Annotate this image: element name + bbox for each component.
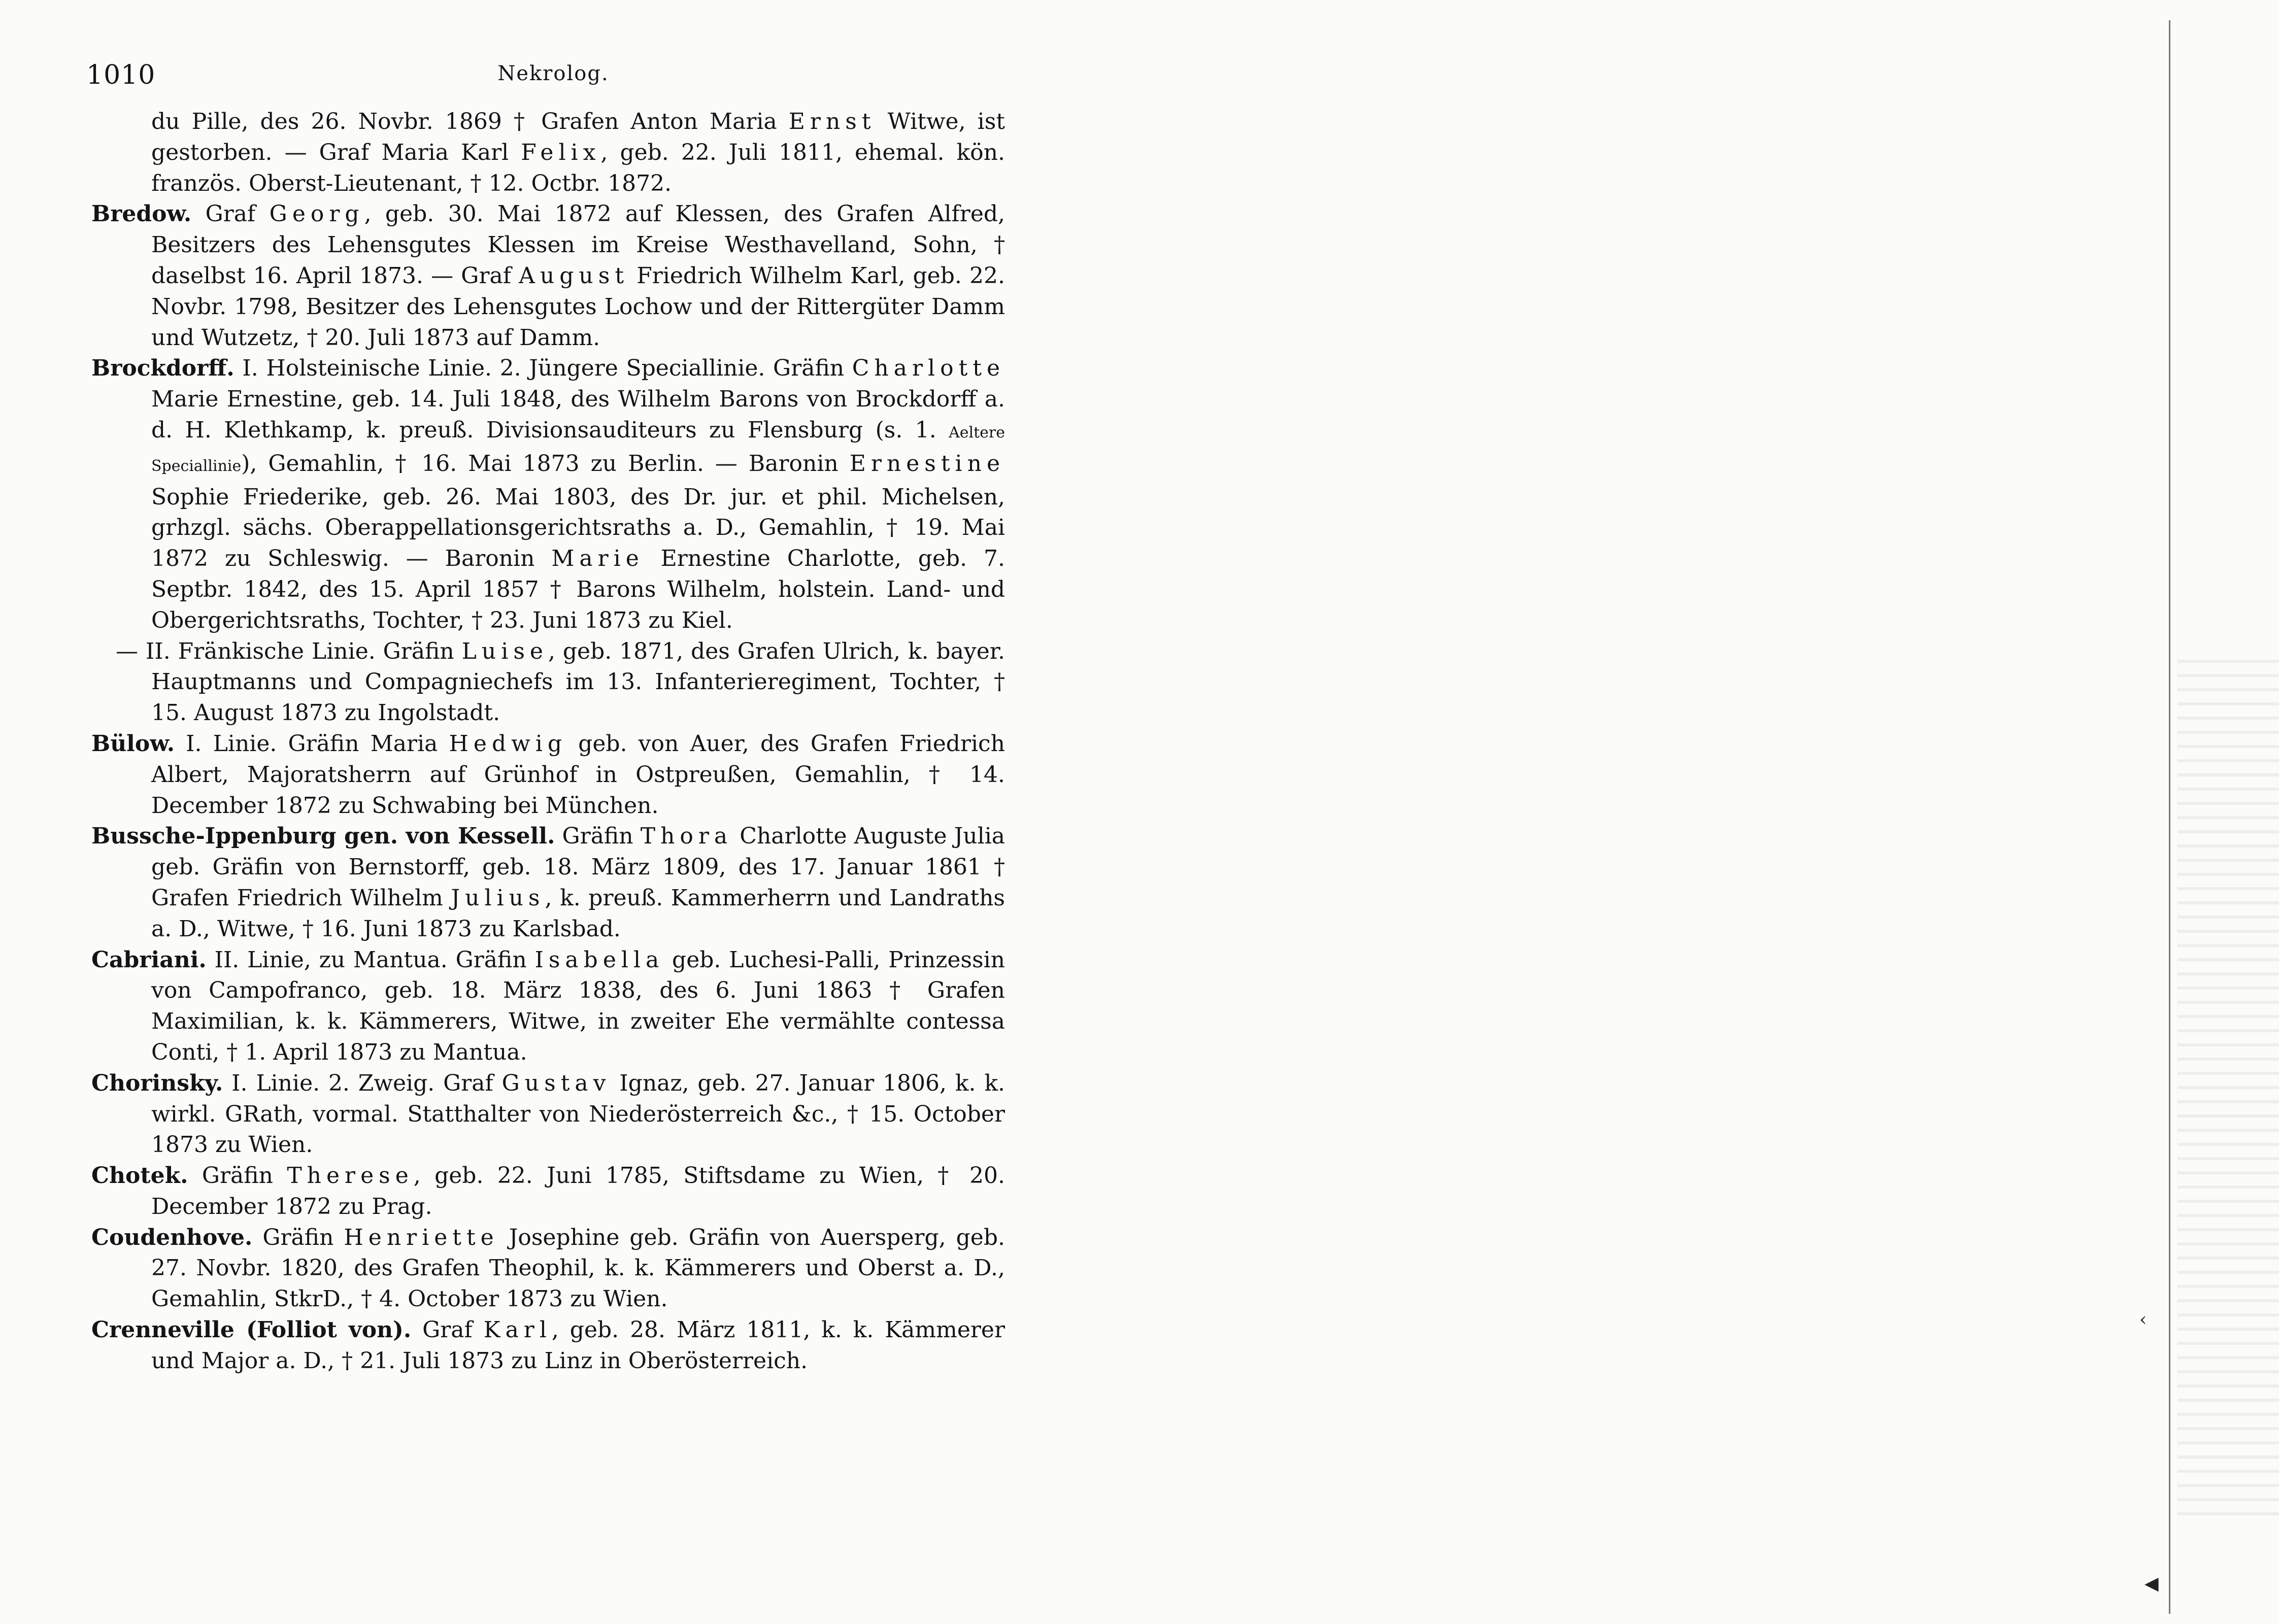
spaced-name: August xyxy=(519,262,629,289)
text-run: du Pille, des 26. Novbr. 1869 † Grafen Anton Maria xyxy=(151,109,789,134)
text-run: Josephine geb. Gräfin von Auersperg, geb. 27. Novbr. 1820, des Grafen Theophil, k. k. Kämmerers und Oberst a. D., Gemahlin, StkrD., † 4. October 1873 zu Wien. xyxy=(151,1224,1005,1312)
family-headword: Bredow. xyxy=(91,201,192,227)
text-run: , geb. 1871, des Grafen Ulrich, k. bayer. Hauptmanns und Compagniechefs im 13. Infanterieregiment, Tochter, † 15. August 1873 zu Ingolstadt. xyxy=(151,638,1005,726)
small-print: Aeltere Speciallinie xyxy=(151,423,1005,475)
entry-cabriani xyxy=(91,945,1005,1068)
spaced-name: Ernestine xyxy=(849,450,1005,477)
family-headword: Chotek. xyxy=(91,1163,188,1189)
family-headword: Coudenhove. xyxy=(91,1224,253,1250)
arrow-left-icon: ◀ xyxy=(2144,1573,2159,1594)
text-run: Charlotte Auguste Julia geb. Gräfin von Bernstorff, geb. 18. März 1809, des 17. Januar 1861 † Grafen Friedrich Wilhelm xyxy=(151,823,1005,911)
text-run: I. Linie. Gräfin Maria xyxy=(175,730,449,757)
text-run: , geb. 28. März 1811, k. k. Kämmerer und Major a. D., † 21. Juli 1873 zu Linz in Oberösterreich. xyxy=(151,1317,1005,1374)
text-run: Gräfin xyxy=(555,823,641,850)
binding-edge-line xyxy=(2169,20,2170,1614)
spaced-name: Luise xyxy=(461,638,548,664)
spaced-name: Georg xyxy=(269,201,364,227)
text-run: Gräfin xyxy=(188,1163,287,1189)
family-headword: Bülow. xyxy=(91,730,175,757)
family-headword: Brockdorff. xyxy=(91,355,234,382)
text-run: — II. Fränkische Linie. Gräfin xyxy=(116,638,462,664)
text-run: Friedrich Wilhelm Karl, geb. 22. Novbr. 1798, Besitzer des Lehensgutes Lochow und der Rittergüter Damm und Wutzetz, † 20. Juli 1873 auf Damm. xyxy=(151,262,1005,351)
text-run: II. Linie, zu Mantua. Gräfin xyxy=(206,946,535,973)
text-run: Graf xyxy=(411,1317,484,1343)
spaced-name: Marie xyxy=(551,546,644,572)
running-title: Nekrolog. xyxy=(497,62,609,85)
spaced-name: Gustav xyxy=(501,1070,611,1096)
text-run: , geb. 30. Mai 1872 auf Klessen, des Grafen Alfred, Besitzers des Lehensgutes Klessen im Kreise Westhavelland, Sohn, † daselbst 16. April 1873. — Graf xyxy=(151,201,1006,289)
entry-bredow xyxy=(91,199,1005,353)
text-run: I. Linie. 2. Zweig. Graf xyxy=(223,1070,502,1096)
entry-continuation xyxy=(91,107,1005,199)
text-run: , geb. 22. Juli 1811, ehemal. kön. französ. Oberst-Lieutenant, † 12. Octbr. 1872. xyxy=(151,139,1005,196)
family-headword: Cabriani. xyxy=(91,946,207,973)
spaced-name: Hedwig xyxy=(449,730,567,757)
spaced-name: Therese xyxy=(287,1163,414,1189)
bleed-through-texture xyxy=(2177,660,2279,1522)
entry-bussche xyxy=(91,821,1005,944)
text-run: Marie Ernestine, geb. 14. Juli 1848, des Wilhelm Barons von Brockdorff a. d. H. Klethkamp, k. preuß. Divisionsauditeurs zu Flensburg (s. 1. xyxy=(151,386,1005,443)
text-run: Sophie Friederike, geb. 26. Mai 1803, des Dr. jur. et phil. Michelsen, grhzgl. sächs. Oberappellationsgerichtsraths a. D., Gemahlin, † 19. Mai 1872 zu Schleswig. — Baronin xyxy=(151,484,1005,572)
spaced-name: Henriette xyxy=(344,1224,499,1250)
page-number: 1010 xyxy=(86,60,156,90)
text-run: ), Gemahlin, † 16. Mai 1873 zu Berlin. — Baronin xyxy=(241,450,850,477)
text-run: Gräfin xyxy=(252,1224,344,1250)
spaced-name: Thora xyxy=(640,823,733,850)
spaced-name: Charlotte xyxy=(852,355,1005,382)
spaced-name: Felix xyxy=(521,139,601,165)
entry-crenneville xyxy=(91,1315,1005,1377)
family-headword: Crenneville (Folliot von). xyxy=(91,1317,412,1343)
entry-chorinsky xyxy=(91,1068,1005,1161)
text-run: , geb. 22. Juni 1785, Stiftsdame zu Wien, † 20. December 1872 zu Prag. xyxy=(151,1163,1006,1220)
page-header xyxy=(86,60,1020,95)
obituary-text xyxy=(91,107,1005,1377)
chevron-left-icon: ‹ xyxy=(2139,1309,2147,1330)
family-headword: Chorinsky. xyxy=(91,1070,223,1096)
text-run: geb. von Auer, des Grafen Friedrich Albert, Majoratsherrn auf Grünhof in Ostpreußen, Gemahlin, † 14. December 1872 zu Schwabing bei München. xyxy=(151,730,1006,819)
text-run: geb. Luchesi-Palli, Prinzessin von Campofranco, geb. 18. März 1838, des 6. Juni 1863 † Grafen Maximilian, k. k. Kämmerers, Witwe, in zweiter Ehe vermählte contessa Conti, † 1. April 1873 zu Mantua. xyxy=(151,946,1005,1065)
text-run: , k. preuß. Kammerherrn und Landraths a. D., Witwe, † 16. Juni 1873 zu Karlsbad. xyxy=(151,885,1005,942)
text-run: Graf xyxy=(191,201,270,227)
text-run: Witwe, ist gestorben. — Graf Maria Karl xyxy=(151,109,1005,165)
text-run: I. Holsteinische Linie. 2. Jüngere Speciallinie. Gräfin xyxy=(234,355,852,382)
entry-coudenhove xyxy=(91,1223,1005,1315)
spaced-name: Isabella xyxy=(534,946,664,973)
entry-brockdorff-line-2 xyxy=(91,636,1005,729)
entry-brockdorff xyxy=(91,353,1005,636)
spaced-name: Karl xyxy=(483,1317,552,1343)
family-headword: Bussche-Ippenburg gen. von Kessell. xyxy=(91,823,555,850)
scan-edge-margin xyxy=(1079,0,2159,1624)
text-run: Ernestine Charlotte, geb. 7. Septbr. 1842, des 15. April 1857 † Barons Wilhelm, holstein. Land- und Obergerichtsraths, Tochter, † 23. Juni 1873 zu Kiel. xyxy=(151,546,1005,633)
spaced-name: Julius xyxy=(451,885,545,911)
entry-buelow xyxy=(91,729,1005,821)
spaced-name: Ernst xyxy=(788,109,876,134)
entry-chotek xyxy=(91,1161,1005,1223)
text-run: Ignaz, geb. 27. Januar 1806, k. k. wirkl. GRath, vormal. Statthalter von Niederösterreich &c., † 15. October 1873 zu Wien. xyxy=(151,1070,1005,1158)
